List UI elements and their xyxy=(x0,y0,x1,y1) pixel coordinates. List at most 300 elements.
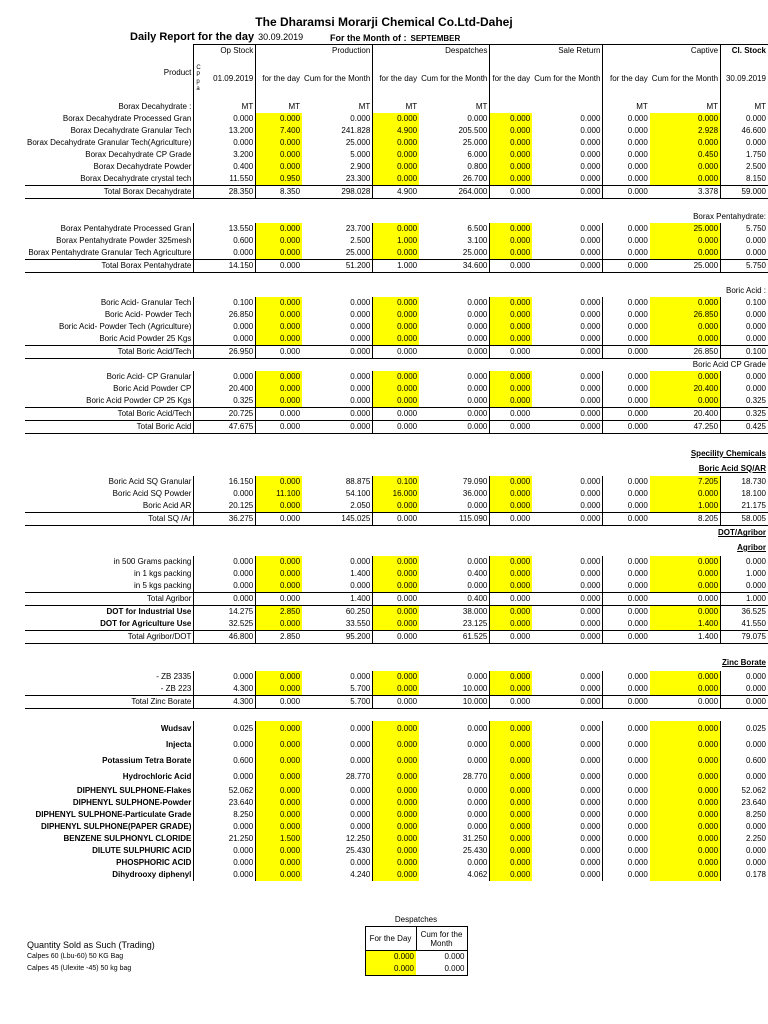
value-cell: 26.950 xyxy=(194,346,256,359)
value-cell: 1.750 xyxy=(721,149,768,161)
product-row xyxy=(25,769,768,785)
value-cell: 1.000 xyxy=(373,235,419,247)
total-row xyxy=(25,408,768,421)
product-row xyxy=(25,125,768,137)
value-cell: 33.550 xyxy=(345,618,371,628)
product-name: in 5 kgs packing xyxy=(134,580,192,590)
value-cell: 0.000 xyxy=(373,408,419,421)
value-cell: 0.000 xyxy=(490,408,532,421)
report-title-text: Daily Report for the day xyxy=(130,31,255,43)
product-row xyxy=(25,797,768,809)
value-cell: 0.100 xyxy=(721,297,768,309)
value-cell: 0.000 xyxy=(373,618,419,631)
value-cell: 0.000 xyxy=(373,753,419,769)
value-cell: 0.000 xyxy=(490,421,532,434)
value-cell: 0.000 xyxy=(721,845,768,857)
despatches-header: Despatches xyxy=(373,45,490,58)
value-cell: 0.000 xyxy=(350,322,371,331)
value-cell: 0.000 xyxy=(373,149,419,161)
value-cell: 4.300 xyxy=(194,683,256,696)
value-cell: 0.000 xyxy=(256,809,302,821)
value-cell: 0.100 xyxy=(194,297,256,309)
value-cell: 0.000 xyxy=(373,721,419,737)
op-stock-fragment: C P p a xyxy=(194,57,211,101)
value-cell: 0.000 xyxy=(650,671,721,683)
value-cell: 0.000 xyxy=(580,174,601,183)
value-cell: 0.000 xyxy=(373,513,419,526)
value-cell: 0.000 xyxy=(603,845,650,857)
value-cell: 0.000 xyxy=(490,476,532,488)
product-name: DOT for Agriculture Use xyxy=(100,618,192,628)
product-row xyxy=(25,223,768,235)
value-cell: 0.000 xyxy=(650,695,721,708)
value-cell: 0.000 xyxy=(490,500,532,513)
value-cell: 0.000 xyxy=(194,556,256,568)
value-cell: 264.000 xyxy=(419,186,490,199)
value-cell: 0.600 xyxy=(721,753,768,769)
value-cell: 0.600 xyxy=(194,235,256,247)
product-row xyxy=(25,309,768,321)
value-cell: 0.000 xyxy=(490,235,532,247)
value-cell: 0.000 xyxy=(580,126,601,135)
value-cell: 0.000 xyxy=(350,821,371,831)
value-cell: 0.000 xyxy=(419,408,490,421)
value-cell: 0.000 xyxy=(580,501,601,510)
section-header-row xyxy=(25,656,768,671)
value-cell: 0.000 xyxy=(603,137,650,149)
value-cell: 0.000 xyxy=(580,785,601,795)
product-row xyxy=(25,671,768,683)
value-cell: 0.000 xyxy=(256,247,302,260)
product-row xyxy=(25,321,768,333)
product-row xyxy=(25,333,768,346)
product-name: DIPHENYL SULPHONE-Powder xyxy=(72,797,192,807)
value-cell: 115.090 xyxy=(419,513,490,526)
value-cell: 0.000 xyxy=(194,857,256,869)
value-cell: 0.000 xyxy=(490,321,532,333)
value-cell: 0.000 xyxy=(650,333,721,346)
value-cell: 31.250 xyxy=(462,833,488,843)
value-cell: 16.000 xyxy=(373,488,419,500)
value-cell: 0.000 xyxy=(350,334,371,343)
value-cell: 0.000 xyxy=(256,592,302,605)
product-name: Boric Acid Powder 25 Kgs xyxy=(99,334,192,343)
value-cell: 0.000 xyxy=(373,845,419,857)
value-cell: 0.000 xyxy=(256,857,302,869)
value-cell: 0.000 xyxy=(467,372,488,381)
product-name: Total Boric Acid/Tech xyxy=(25,346,194,359)
value-cell: 16.150 xyxy=(194,476,256,488)
value-cell: 298.028 xyxy=(302,186,373,199)
value-cell: 0.000 xyxy=(490,821,532,833)
value-cell: 0.000 xyxy=(256,161,302,173)
value-cell: 0.000 xyxy=(373,500,419,513)
value-cell: 0.000 xyxy=(580,150,601,159)
value-cell: 7.205 xyxy=(650,476,721,488)
value-cell: 0.000 xyxy=(256,785,302,797)
value-cell: 0.000 xyxy=(373,857,419,869)
unit-label: MT xyxy=(721,101,768,113)
section-title: Zinc Borate xyxy=(721,658,766,667)
value-cell: 0.000 xyxy=(373,671,419,683)
value-cell: 11.100 xyxy=(256,488,302,500)
value-cell: 2.900 xyxy=(350,162,371,171)
value-cell: 60.250 xyxy=(345,606,371,616)
product-name: DIPHENYL SULPHONE-Particulate Grade xyxy=(35,809,192,819)
value-cell: 0.000 xyxy=(373,809,419,821)
product-name: in 500 Grams packing xyxy=(113,556,192,566)
value-cell: 0.000 xyxy=(580,477,601,486)
value-cell: 205.500 xyxy=(458,126,488,135)
value-cell: 0.000 xyxy=(603,309,650,321)
value-cell: 0.000 xyxy=(603,113,650,125)
value-cell: 0.400 xyxy=(419,592,490,605)
product-name: Boric Acid- CP Granular xyxy=(106,372,192,381)
value-cell: 26.850 xyxy=(194,309,256,321)
total-row xyxy=(25,260,768,273)
value-cell: 0.000 xyxy=(256,556,302,568)
value-cell: 0.000 xyxy=(350,580,371,590)
product-name: Total Agribor/DOT xyxy=(25,630,194,643)
value-cell: 0.000 xyxy=(490,695,532,708)
value-cell: 0.000 xyxy=(373,769,419,785)
value-cell: 0.000 xyxy=(580,739,601,749)
value-cell: 0.000 xyxy=(467,298,488,307)
trading-cum: 0.000 xyxy=(416,963,467,976)
value-cell: 0.600 xyxy=(194,753,256,769)
value-cell: 0.000 xyxy=(256,395,302,408)
value-cell: 0.000 xyxy=(490,809,532,821)
value-cell: 0.000 xyxy=(194,333,256,346)
value-cell: 0.000 xyxy=(580,683,601,693)
product-row xyxy=(25,618,768,631)
value-cell: 0.000 xyxy=(650,161,721,173)
trading-row xyxy=(25,963,467,976)
report-date: 30.09.2019 xyxy=(258,32,304,42)
value-cell: 0.000 xyxy=(721,683,768,696)
product-name: Borax Decahydrate Powder xyxy=(93,162,192,171)
value-cell: 0.000 xyxy=(603,235,650,247)
value-cell: 0.000 xyxy=(194,113,256,125)
value-cell: 0.000 xyxy=(603,630,650,643)
value-cell: 0.000 xyxy=(373,321,419,333)
value-cell: 0.000 xyxy=(194,568,256,580)
product-name: DIPHENYL SULPHONE(PAPER GRADE) xyxy=(40,821,192,831)
value-cell: 61.525 xyxy=(419,630,490,643)
value-cell: 0.000 xyxy=(721,857,768,869)
value-cell: 0.000 xyxy=(490,309,532,321)
value-cell: 10.000 xyxy=(462,683,488,693)
value-cell: 0.000 xyxy=(580,236,601,245)
product-name: Borax Decahydrate Granular Tech xyxy=(70,126,192,135)
value-cell: 0.000 xyxy=(350,723,371,733)
value-cell: 0.000 xyxy=(467,322,488,331)
value-cell: 0.000 xyxy=(580,162,601,171)
value-cell: 0.000 xyxy=(256,568,302,580)
value-cell: 0.000 xyxy=(373,785,419,797)
value-cell: 0.000 xyxy=(580,755,601,765)
value-cell: 0.000 xyxy=(373,869,419,881)
value-cell: 0.000 xyxy=(580,138,601,147)
value-cell: 0.000 xyxy=(373,737,419,753)
spacer-row xyxy=(25,708,768,721)
total-row xyxy=(25,186,768,199)
unit-label: MT xyxy=(358,102,371,111)
product-row xyxy=(25,371,768,383)
spacer xyxy=(25,434,768,447)
value-cell: 0.000 xyxy=(490,785,532,797)
value-cell: 0.000 xyxy=(194,321,256,333)
value-cell: 0.000 xyxy=(603,161,650,173)
unit-label: MT xyxy=(603,101,650,113)
value-cell: 0.000 xyxy=(256,721,302,737)
value-cell: 25.000 xyxy=(345,138,371,147)
value-cell: 0.000 xyxy=(194,821,256,833)
value-cell: 0.000 xyxy=(256,113,302,125)
value-cell: 52.062 xyxy=(721,785,768,797)
product-row xyxy=(25,476,768,488)
value-cell: 25.000 xyxy=(462,248,488,257)
value-cell: 0.000 xyxy=(350,809,371,819)
product-name: Total SQ /Ar xyxy=(25,513,194,526)
trading-subheader-row xyxy=(25,927,467,951)
value-cell: 0.000 xyxy=(467,334,488,343)
month-label: For the Month of : xyxy=(330,33,407,43)
product-row xyxy=(25,568,768,580)
value-cell: 0.000 xyxy=(650,869,721,881)
value-cell: 0.000 xyxy=(580,821,601,831)
value-cell: 4.240 xyxy=(350,869,371,879)
value-cell: 21.250 xyxy=(194,833,256,845)
value-cell: 0.000 xyxy=(373,371,419,383)
unit-label: MT xyxy=(475,102,488,111)
value-cell: 0.000 xyxy=(256,695,302,708)
value-cell: 0.000 xyxy=(373,309,419,321)
value-cell: 0.000 xyxy=(580,556,601,566)
trading-label: Calpes 45 (Ulexite -45) 50 kg bag xyxy=(27,965,132,973)
product-name: DIPHENYL SULPHONE-Flakes xyxy=(76,785,192,795)
value-cell: 0.000 xyxy=(490,592,532,605)
value-cell: 0.000 xyxy=(603,857,650,869)
value-cell: 0.000 xyxy=(194,371,256,383)
value-cell: 0.000 xyxy=(603,580,650,593)
report-title xyxy=(130,31,303,43)
value-cell: 0.000 xyxy=(490,333,532,346)
value-cell: 0.000 xyxy=(467,556,488,566)
value-cell: 79.090 xyxy=(462,477,488,486)
product-name: Borax Pentahydrate Processed Gran xyxy=(60,224,192,233)
value-cell: 0.000 xyxy=(532,260,603,273)
value-cell: 6.000 xyxy=(467,150,488,159)
product-name: Total Boric Acid/Tech xyxy=(25,408,194,421)
section-header-row xyxy=(25,461,768,476)
value-cell: 18.100 xyxy=(721,488,768,500)
value-cell: 0.000 xyxy=(490,683,532,696)
value-cell: 0.000 xyxy=(256,513,302,526)
product-row xyxy=(25,500,768,513)
value-cell: 0.000 xyxy=(721,371,768,383)
value-cell: 13.200 xyxy=(194,125,256,137)
product-row xyxy=(25,857,768,869)
section-header-row xyxy=(25,359,768,372)
product-name: Boric Acid SQ Powder xyxy=(112,489,192,498)
value-cell: 0.000 xyxy=(490,869,532,881)
value-cell: 58.005 xyxy=(721,513,768,526)
section-title: DOT/Agribor xyxy=(718,528,766,538)
value-cell: 51.200 xyxy=(302,260,373,273)
value-cell: 0.000 xyxy=(650,797,721,809)
value-cell: 32.525 xyxy=(194,618,256,631)
section-header-row xyxy=(25,446,768,461)
value-cell: 0.000 xyxy=(650,235,721,247)
value-cell: 2.850 xyxy=(256,630,302,643)
value-cell: 0.000 xyxy=(721,695,768,708)
op-stock-header: Op Stock xyxy=(194,45,256,58)
value-cell: 21.175 xyxy=(721,500,768,513)
value-cell: 0.000 xyxy=(467,580,488,590)
value-cell: 0.000 xyxy=(490,125,532,137)
value-cell: 0.000 xyxy=(603,821,650,833)
trading-day-header: For the Day xyxy=(365,927,416,951)
value-cell: 0.000 xyxy=(373,161,419,173)
value-cell: 0.000 xyxy=(650,137,721,149)
value-cell: 18.730 xyxy=(721,476,768,488)
product-name: DOT for Industrial Use xyxy=(106,606,192,616)
unit-label: MT xyxy=(256,101,302,113)
value-cell: 0.000 xyxy=(194,247,256,260)
value-cell: 26.700 xyxy=(462,174,488,183)
value-cell: 0.000 xyxy=(580,224,601,233)
total-row xyxy=(25,592,768,605)
value-cell: 145.025 xyxy=(302,513,373,526)
value-cell: 0.000 xyxy=(350,114,371,123)
value-cell: 0.000 xyxy=(194,737,256,753)
value-cell: 0.000 xyxy=(721,737,768,753)
trading-table xyxy=(25,914,468,976)
value-cell: 0.000 xyxy=(603,592,650,605)
value-cell: 0.000 xyxy=(194,845,256,857)
value-cell: 0.000 xyxy=(490,769,532,785)
value-cell: 23.300 xyxy=(345,174,371,183)
value-cell: 0.000 xyxy=(467,723,488,733)
value-cell: 1.000 xyxy=(721,568,768,580)
value-cell: 3.200 xyxy=(194,149,256,161)
value-cell: 0.000 xyxy=(256,321,302,333)
value-cell: 0.000 xyxy=(580,310,601,319)
value-cell: 0.000 xyxy=(650,592,721,605)
value-cell: 0.000 xyxy=(467,809,488,819)
value-cell: 79.075 xyxy=(721,630,768,643)
product-name: Borax Decahydrate Processed Gran xyxy=(62,114,192,123)
value-cell: 0.000 xyxy=(580,489,601,498)
value-cell: 0.000 xyxy=(532,186,603,199)
cl-stock-date: 30.09.2019 xyxy=(721,57,768,101)
product-row xyxy=(25,161,768,173)
daily-report-table xyxy=(25,44,768,881)
product-name: Total Borax Pentahydrate xyxy=(25,260,194,273)
value-cell: 0.000 xyxy=(256,408,302,421)
value-cell: 0.000 xyxy=(490,137,532,149)
value-cell: 0.100 xyxy=(373,476,419,488)
value-cell: 2.928 xyxy=(650,125,721,137)
company-name: The Dharamsi Morarji Chemical Co.Ltd-Dahej xyxy=(255,15,513,29)
product-name: Boric Acid Powder CP 25 Kgs xyxy=(86,396,192,405)
value-cell: 0.025 xyxy=(194,721,256,737)
captive-header: Captive xyxy=(603,45,721,58)
month-value: SEPTEMBER xyxy=(410,34,461,43)
value-cell: 26.850 xyxy=(650,346,721,359)
product-name: Borax Decahydrate CP Grade xyxy=(85,150,192,159)
value-cell: 5.750 xyxy=(721,223,768,235)
value-cell: 0.000 xyxy=(580,298,601,307)
value-cell: 0.000 xyxy=(256,737,302,753)
spacer-row xyxy=(25,199,768,212)
product-name: Boric Acid SQ Granular xyxy=(108,477,192,486)
value-cell: 6.500 xyxy=(467,224,488,233)
product-name: Injecta xyxy=(166,739,192,749)
value-cell: 0.000 xyxy=(373,605,419,618)
value-cell: 0.000 xyxy=(350,785,371,795)
value-cell: 20.400 xyxy=(194,383,256,395)
value-cell: 0.425 xyxy=(721,421,768,434)
value-cell: 0.000 xyxy=(256,346,302,359)
value-cell: 0.000 xyxy=(532,630,603,643)
value-cell: 0.000 xyxy=(256,149,302,161)
value-cell: 0.325 xyxy=(194,395,256,408)
value-cell: 0.000 xyxy=(350,797,371,807)
value-cell: 0.000 xyxy=(490,173,532,186)
value-cell: 25.430 xyxy=(462,845,488,855)
captive-day-header: for the day xyxy=(603,57,650,101)
value-cell: 0.000 xyxy=(650,833,721,845)
value-cell: 0.000 xyxy=(603,809,650,821)
value-cell: 0.000 xyxy=(194,592,256,605)
product-row xyxy=(25,683,768,696)
section-title: Boric Acid SQ/AR xyxy=(698,463,766,473)
value-cell: 0.000 xyxy=(580,833,601,843)
value-cell: 46.600 xyxy=(721,125,768,137)
value-cell: 0.000 xyxy=(650,605,721,618)
value-cell: 0.000 xyxy=(256,223,302,235)
product-row xyxy=(25,721,768,737)
value-cell: 0.000 xyxy=(650,769,721,785)
value-cell: 0.000 xyxy=(603,383,650,395)
value-cell: 0.000 xyxy=(256,260,302,273)
value-cell: 0.000 xyxy=(580,580,601,590)
value-cell: 0.325 xyxy=(721,395,768,408)
value-cell: 0.000 xyxy=(650,580,721,593)
value-cell: 0.000 xyxy=(650,113,721,125)
value-cell: 0.000 xyxy=(721,309,768,321)
spacer xyxy=(25,643,768,656)
product-row xyxy=(25,556,768,568)
value-cell: 0.400 xyxy=(467,568,488,578)
spacer xyxy=(25,273,768,286)
value-cell: 0.000 xyxy=(490,753,532,769)
value-cell: 0.000 xyxy=(532,592,603,605)
value-cell: 5.000 xyxy=(350,150,371,159)
value-cell: 0.000 xyxy=(256,845,302,857)
value-cell: 0.000 xyxy=(650,247,721,260)
spacer xyxy=(25,708,768,721)
product-name: Total Borax Decahydrate xyxy=(25,186,194,199)
value-cell: 0.000 xyxy=(256,869,302,881)
trading-despatches-header: Despatches xyxy=(394,915,438,924)
value-cell: 0.000 xyxy=(721,821,768,833)
value-cell: 0.000 xyxy=(302,421,373,434)
value-cell: 0.000 xyxy=(350,739,371,749)
value-cell: 0.000 xyxy=(580,322,601,331)
